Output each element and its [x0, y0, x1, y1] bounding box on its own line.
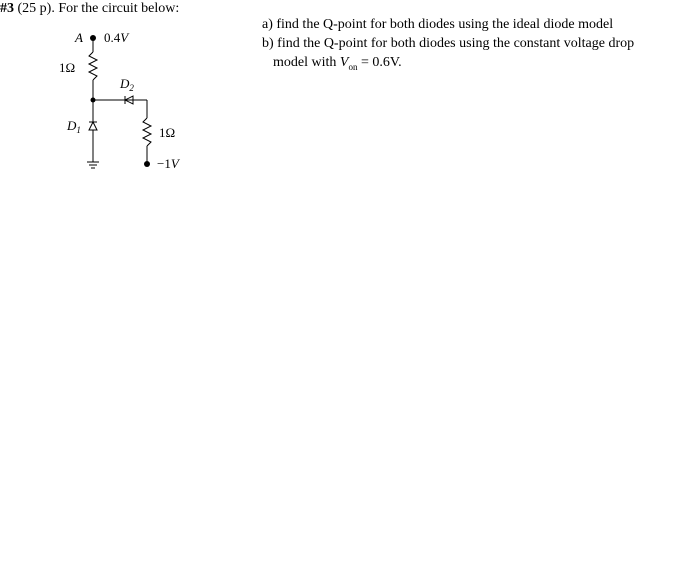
r1-label: 1Ω	[59, 60, 76, 75]
questions-block	[262, 15, 676, 77]
ground-symbol	[87, 162, 99, 168]
d2-label: $D_2$	[120, 76, 134, 93]
node-b-dot	[144, 161, 150, 167]
question-b-line2	[262, 53, 676, 77]
r1-resistor	[89, 52, 97, 80]
v-on-value: = 0.6V.	[357, 55, 402, 70]
problem-prompt: For the circuit below:	[58, 1, 180, 16]
v-on-symbol: V	[339, 55, 349, 70]
node-a-label: A	[75, 30, 83, 45]
node-b-voltage: −1V	[157, 156, 179, 171]
v-on-subscript: on	[348, 61, 358, 72]
d1-diode	[89, 122, 97, 130]
question-b-line1: b) find the Q-point for both diodes using the constant voltage drop	[262, 36, 635, 51]
problem-number: #3	[0, 1, 14, 16]
r2-resistor	[143, 118, 151, 146]
node-a-voltage: 0.4V	[104, 30, 129, 45]
problem-points: (25 p).	[17, 1, 55, 16]
problem-header	[0, 0, 179, 18]
question-b-prefix: model with	[273, 55, 340, 70]
d1-label: $D_1$	[67, 118, 81, 135]
circuit-diagram	[55, 22, 215, 182]
question-a: a) find the Q-point for both diodes using the ideal diode model	[262, 17, 614, 32]
r2-label: 1Ω	[159, 125, 176, 140]
